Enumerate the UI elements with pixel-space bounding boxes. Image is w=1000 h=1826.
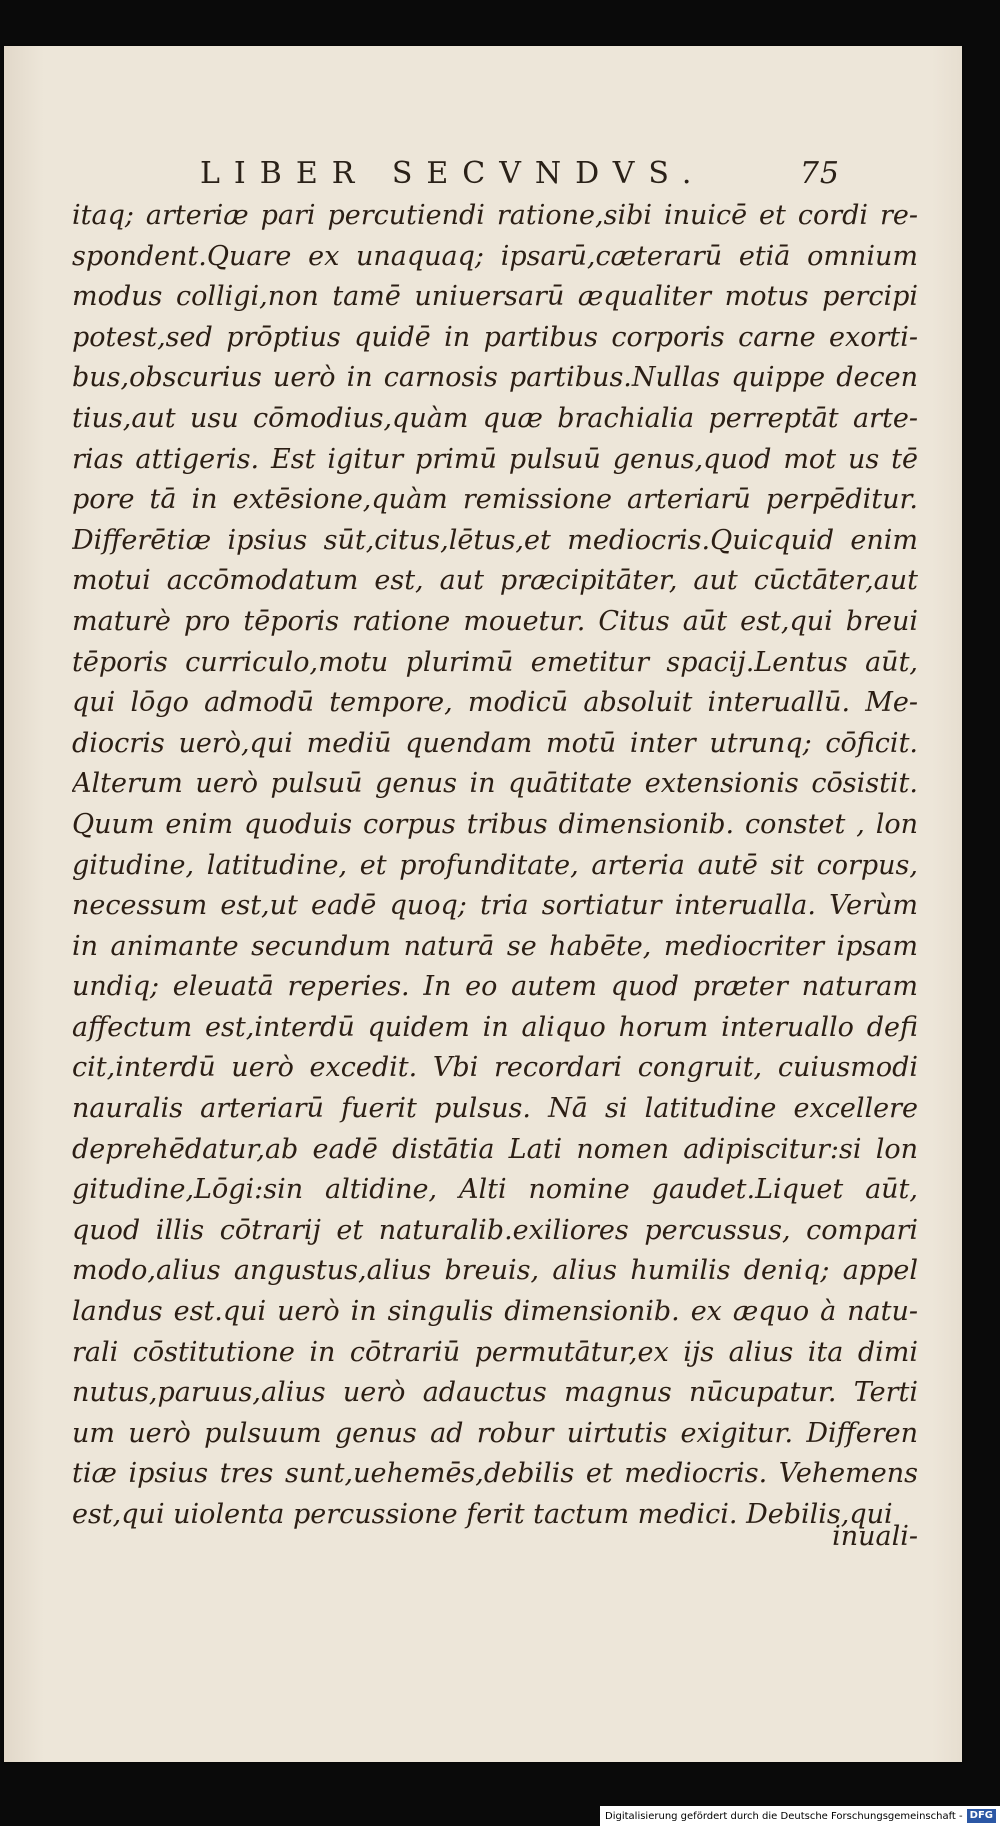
text-line: modo,alius angustus,alius breuis, alius humilis deniq; appel: [72, 1255, 918, 1287]
text-line: rias attigeris. Est igitur primū pulsuū genus,quod mot us tē: [72, 443, 918, 475]
text-line: pore tā in extēsione,quàm remissione arteriarū perpēditur.: [72, 484, 918, 516]
text-line: gitudine,Lōgi:sin altidine, Alti nomine gaudet.Liquet aūt,: [72, 1174, 918, 1206]
text-line: um uerò pulsuum genus ad robur uirtutis exigitur. Differen: [72, 1417, 918, 1449]
dfg-logo: DFG: [967, 1809, 996, 1823]
text-line: gitudine, latitudine, et profunditate, arteria autē sit corpus,: [72, 849, 918, 881]
text-line: spondent.Quare ex unaquaq; ipsarū,cæterarū etiā omnium: [72, 240, 918, 272]
folio-number: 75: [799, 156, 840, 191]
text-line: qui lōgo admodū tempore, modicū absoluit interuallū. Me-: [72, 687, 918, 719]
text-line: nauralis arteriarū fuerit pulsus. Nā si latitudine excellere: [72, 1093, 918, 1125]
text-line: motui accōmodatum est, aut præcipitāter, aut cūctāter,aut: [72, 565, 918, 597]
text-line: cit,interdū uerò excedit. Vbi recordari congruit, cuiusmodi: [72, 1052, 918, 1084]
text-line: itaq; arteriæ pari percutiendi ratione,sibi inuicē et cordi re-: [72, 200, 918, 231]
text-block: [72, 196, 918, 1536]
text-line: in animante secundum naturā se habēte, mediocriter ipsam: [72, 930, 918, 962]
text-line: deprehēdatur,ab eadē distātia Lati nomen adipiscitur:si lon: [72, 1133, 918, 1165]
text-line: modus colligi,non tamē uniuersarū æqualiter motus percipi: [72, 281, 918, 313]
text-line: nutus,paruus,alius uerò adauctus magnus nūcupatur. Terti: [72, 1377, 918, 1409]
text-line: Quum enim quoduis corpus tribus dimensionib. constet , lon: [72, 808, 918, 840]
text-line: Alterum uerò pulsuū genus in quātitate extensionis cōsistit.: [72, 768, 918, 800]
text-line: necessum est,ut eadē quoq; tria sortiatur interualla. Verùm: [72, 890, 918, 922]
text-line: maturè pro tēporis ratione mouetur. Citus aūt est,qui breui: [72, 605, 918, 637]
text-line: landus est.qui uerò in singulis dimensionib. ex æquo à natu-: [72, 1296, 918, 1328]
text-line: tēporis curriculo,motu plurimū emetitur spacij.Lentus aūt,: [72, 646, 918, 678]
text-line: potest,sed prōptius quidē in partibus corporis carne exorti-: [72, 321, 918, 353]
catchword: inuali-: [832, 1521, 918, 1552]
text-line: quod illis cōtrarij et naturalib.exiliores percussus, compari: [72, 1214, 918, 1246]
book-page: [4, 46, 962, 1762]
digitization-credit-bar: [600, 1806, 1000, 1826]
text-line: rali cōstitutione in cōtrariū permutātur,ex ijs alius ita dimi: [72, 1336, 918, 1368]
text-line: affectum est,interdū quidem in aliquo horum interuallo defi: [72, 1011, 918, 1043]
text-line: Differētiæ ipsius sūt,citus,lētus,et mediocris.Quicquid enim: [72, 524, 918, 556]
text-line: bus,obscurius uerò in carnosis partibus.Nullas quippe decen: [72, 362, 918, 394]
text-line: diocris uerò,qui mediū quendam motū inter utrunq; cōficit.: [72, 727, 918, 759]
running-head: [200, 156, 840, 191]
text-line: tius,aut usu cōmodius,quàm quæ brachialia perreptāt arte-: [72, 402, 918, 434]
running-title: LIBER SECVNDVS.: [200, 156, 706, 191]
digitization-credit: Digitalisierung gefördert durch die Deutsche Forschungsgemeinschaft -: [605, 1810, 963, 1822]
text-line: tiæ ipsius tres sunt,uehemēs,debilis et mediocris. Vehemens: [72, 1458, 918, 1490]
text-line: est,qui uiolenta percussione ferit tactum medici. Debilis,qui: [72, 1499, 893, 1530]
text-line: undiq; eleuatā reperies. In eo autem quod præter naturam: [72, 971, 918, 1003]
